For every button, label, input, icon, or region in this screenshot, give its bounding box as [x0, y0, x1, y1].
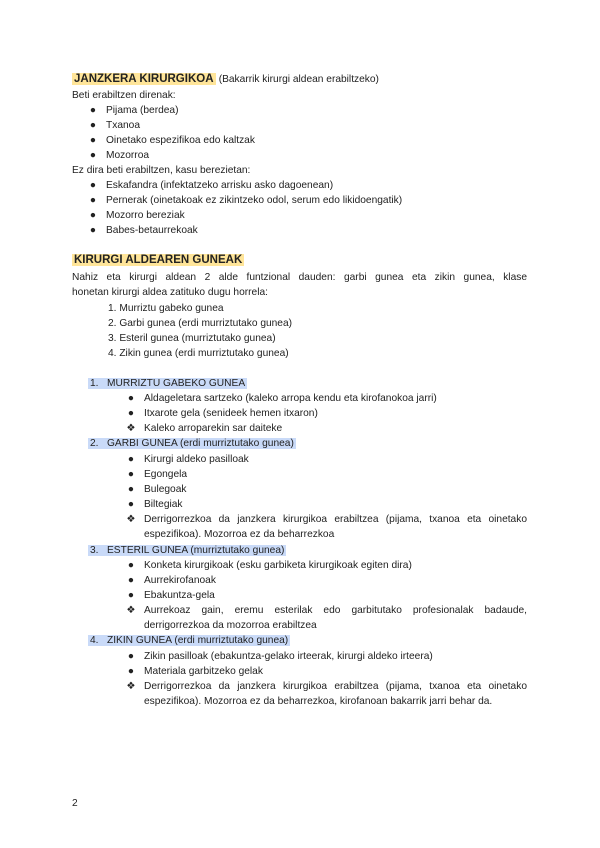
attire-subtitle: (Bakarrik kirurgi aldean erabiltzeko): [218, 74, 379, 85]
zone-heading: 4. ZIKIN GUNEA (erdi murriztutako gunea): [90, 635, 289, 646]
page-number: 2: [72, 798, 78, 809]
zones-intro-line2: honetan kirurgi aldea zatituko dugu horrela:: [72, 287, 268, 298]
zone-heading: 2. GARBI GUNEA (erdi murriztutako gunea): [90, 438, 294, 449]
numbered-item: 3. Esteril gunea (murriztutako gunea): [108, 333, 276, 344]
numbered-item: 4. Zikin gunea (erdi murriztutako gunea): [108, 348, 289, 359]
note-item: ❖ Derrigorrezkoa da janzkera kirurgikoa erabiltzea (pijama, txanoa eta oinetako espezifikoa). Mozorroa ez da beharrezkoa, kirofanoan bakarrik jarri behar da.: [126, 681, 527, 707]
not-always-label: Ez dira beti erabiltzen, kasu berezietan:: [72, 165, 251, 176]
numbered-item: 1. Murriztu gabeko gunea: [108, 303, 224, 314]
zones-intro-line1: Nahiz eta kirurgi aldean 2 alde funtzional dauden: garbi gunea eta zikin gunea, klase: [72, 272, 527, 283]
attire-title: JANZKERA KIRURGIKOA: [74, 73, 214, 85]
zone-heading: 1. MURRIZTU GABEKO GUNEA: [90, 378, 246, 389]
section-heading-attire: [72, 71, 379, 88]
zones-title: KIRURGI ALDEAREN GUNEAK: [74, 254, 243, 266]
always-label: Beti erabiltzen direnak:: [72, 90, 176, 101]
numbered-item: 2. Garbi gunea (erdi murriztutako gunea): [108, 318, 293, 329]
note-item: ❖ Aurrekoaz gain, eremu esterilak edo garbitutako profesionalak badaude, derrigorrezkoa da mozorroa erabiltzea: [126, 605, 527, 631]
zone-heading: 3. ESTERIL GUNEA (murriztutako gunea): [90, 545, 285, 556]
note-item: ❖ Derrigorrezkoa da janzkera kirurgikoa erabiltzea (pijama, txanoa eta oinetako espezifikoa). Mozorroa ez da beharrezkoa: [126, 514, 527, 540]
section-heading-zones: [72, 252, 244, 268]
document-page: JANZKERA KIRURGIKOA (Bakarrik kirurgi aldean erabiltzeko) Beti erabiltzen direnak: ● Pijama (berdea) ● Txanoa ● Oinetako espezifikoa edo kaltzak ● Mozorroa Ez dira beti erabiltzen, kasu berezietan: ● Eskafandra (infektatzeko arrisku asko dagoenean) ● Pernerak (oinetakoak ez zikintzeko odol, serum edo likidoengatik) ● Mozorro bereziak ● Babes-betaurrekoak KIRURGI ALDEAREN GUNEAK Nahiz eta kirurgi aldean 2 alde funtzional dauden: garbi gunea eta zikin gunea, klase honetan kirurgi aldea zatituko dugu horrela: 1. Murriztu gabeko gunea 2. Garbi gunea (erdi murriztutako gunea) 3. Esteril gunea (murriztutako gunea) 4. Zikin gunea (erdi murriztutako gunea) 1. MURRIZTU GABEKO GUNEA ● Aldageletara sartzeko (kaleko arropa kendu eta kirofanokoa jarri) ● Itxarote gela (senideek hemen itxaron) ❖ Kaleko arroparekin sar daiteke 2. GARBI GUNEA (erdi murriztutako gunea) ● Kirurgi aldeko pasilloak ● Egongela ● Bulegoak ● Biltegiak ❖ Derrigorrezkoa da janzkera kirurgikoa erabiltzea (pijama, txanoa eta oinetako espezifikoa). Mozorroa ez da beharrezkoa 3. ESTERIL GUNEA (murriztutako gunea) ● Konketa kirurgikoak (esku garbiketa kirurgikoak egiten dira) ● Aurrekirofanoak ● Ebakuntza-gela ❖ Aurrekoaz gain, eremu esterilak edo garbitutako profesionalak badaude, derrigorrezkoa da mozorroa erabiltzea 4. ZIKIN GUNEA (erdi murriztutako gunea) ● Zikin pasilloak (ebakuntza-gelako irteerak, kirurgi aldeko irteera) ● Materiala garbitzeko gelak ❖ Derrigorrezkoa da janzkera kirurgikoa erabiltzea (pijama, txanoa eta oinetako espezifikoa). Mozorroa ez da beharrezkoa, kirofanoan bakarrik jarri behar da. 2: [72, 73, 527, 809]
